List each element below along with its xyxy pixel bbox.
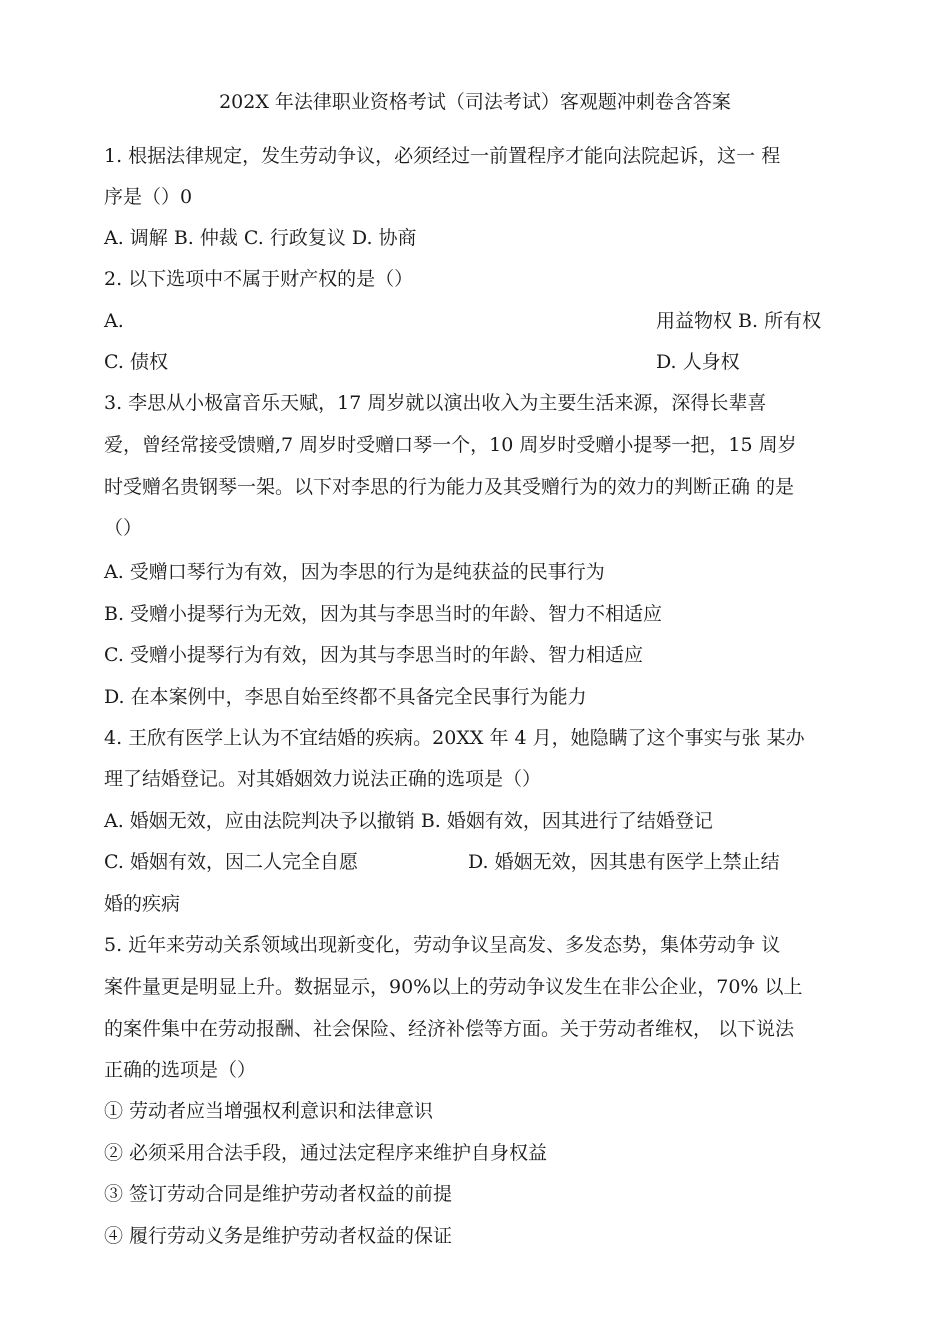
q3-option-b: B. 受赠小提琴行为无效，因为其与李思当时的年龄、智力不相适应 — [104, 603, 663, 625]
q2-option-d: D. 人身权 — [656, 351, 740, 373]
q2-option-a-label: A. — [104, 310, 124, 332]
q2-stem: 2. 以下选项中不属于财产权的是（） — [104, 268, 414, 290]
q2-option-a-text: 用益物权 B. 所有权 — [656, 310, 822, 332]
q1-options: A. 调解 B. 仲裁 C. 行政复议 D. 协商 — [104, 227, 417, 249]
q3-option-a: A. 受赠口琴行为有效，因为李思的行为是纯获益的民事行为 — [104, 561, 605, 583]
q1-stem-line-1: 1. 根据法律规定，发生劳动争议，必须经过一前置程序才能向法院起诉，这一 程 — [104, 145, 781, 167]
q5-stem-line-1: 5. 近年来劳动关系领域出现新变化，劳动争议呈高发、多发态势，集体劳动争 议 — [104, 934, 781, 956]
q5-stem-line-2: 案件量更是明显上升。数据显示，90%以上的劳动争议发生在非公企业，70% 以上 — [104, 976, 803, 998]
q3-option-d: D. 在本案例中，李思自始至终都不具备完全民事行为能力 — [104, 686, 587, 708]
q5-item-1: ① 劳动者应当增强权利意识和法律意识 — [104, 1100, 434, 1122]
q4-stem-line-1: 4. 王欣有医学上认为不宜结婚的疾病。20XX 年 4 月，她隐瞒了这个事实与张 某办 — [104, 727, 805, 749]
q5-stem-line-4: 正确的选项是（） — [104, 1059, 257, 1081]
q5-item-4: ④ 履行劳动义务是维护劳动者权益的保证 — [104, 1225, 453, 1247]
q4-option-d-line-1: D. 婚姻无效，因其患有医学上禁止结 — [468, 851, 780, 873]
q3-stem-line-4: （） — [104, 517, 143, 539]
q3-stem-line-2: 爱，曾经常接受馈赠,7 周岁时受赠口琴一个，10 周岁时受赠小提琴一把，15 周岁 — [104, 434, 797, 456]
q1-stem-line-2: 序是（）0 — [104, 186, 193, 208]
q5-stem-line-3: 的案件集中在劳动报酬、社会保险、经济补偿等方面。关于劳动者维权， 以下说法 — [104, 1018, 795, 1040]
q3-option-c: C. 受赠小提琴行为有效，因为其与李思当时的年龄、智力相适应 — [104, 644, 643, 666]
q5-item-2: ② 必须采用合法手段，通过法定程序来维护自身权益 — [104, 1142, 548, 1164]
q4-option-c: C. 婚姻有效，因二人完全自愿 — [104, 851, 358, 873]
q2-option-c: C. 债权 — [104, 351, 168, 373]
q4-options-a-b: A. 婚姻无效，应由法院判决予以撤销 B. 婚姻有效，因其进行了结婚登记 — [104, 810, 713, 832]
q3-stem-line-3: 时受赠名贵钢琴一架。以下对李思的行为能力及其受赠行为的效力的判断正确 的是 — [104, 476, 795, 498]
q4-stem-line-2: 理了结婚登记。对其婚姻效力说法正确的选项是（） — [104, 768, 542, 790]
q5-item-3: ③ 签订劳动合同是维护劳动者权益的前提 — [104, 1183, 453, 1205]
q4-option-d-line-2: 婚的疾病 — [104, 893, 181, 915]
page-title: 202X 年法律职业资格考试（司法考试）客观题冲刺卷含答案 — [219, 91, 731, 113]
q3-stem-line-1: 3. 李思从小极富音乐天赋，17 周岁就以演出收入为主要生活来源，深得长辈喜 — [104, 392, 767, 414]
